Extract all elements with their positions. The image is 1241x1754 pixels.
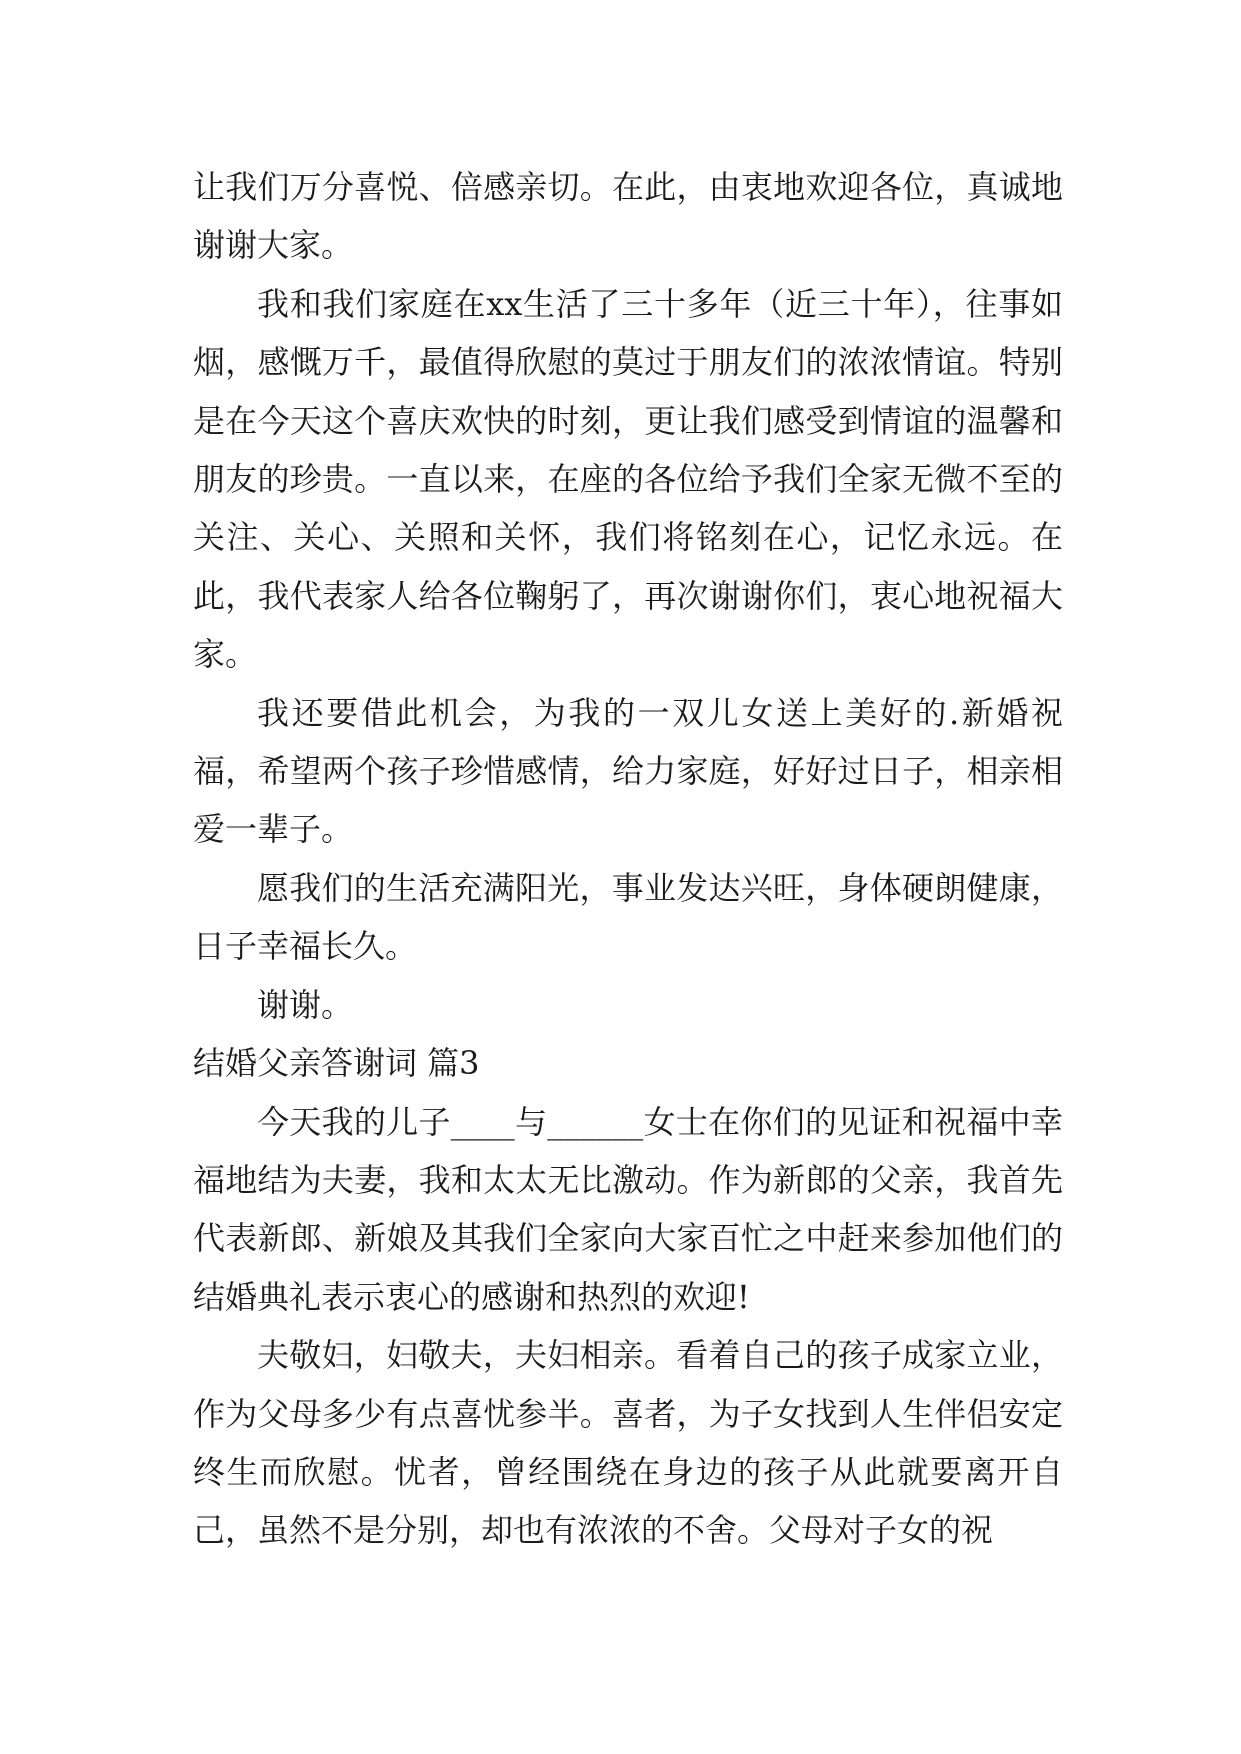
paragraph-6: 今天我的儿子____与______女士在你们的见证和祝福中幸福地结为夫妻，我和太太无比激动。作为新郎的父亲，我首先代表新郎、新娘及其我们全家向大家百忙之中赶来参加他们的结婚典礼表示衷心的感谢和热烈的欢迎! xyxy=(193,1102,1063,1316)
paragraph-7: 夫敬妇，妇敬夫，夫妇相亲。看着自己的孩子成家立业，作为父母多少有点喜忧参半。喜者，为子女找到人生伴侣安定终生而欣慰。忧者，曾经围绕在身边的孩子从此就要离开自己，虽然不是分别，却也有浓浓的不舍。父母对子女的祝 xyxy=(193,1336,1063,1550)
section-heading: 结婚父亲答谢词 篇3 xyxy=(193,1044,480,1083)
paragraph-5: 谢谢。 xyxy=(257,985,354,1024)
paragraph-4: 愿我们的生活充满阳光，事业发达兴旺，身体硬朗健康，日子幸福长久。 xyxy=(193,868,1063,966)
document-page xyxy=(193,158,1063,1560)
paragraph-2: 我和我们家庭在xx生活了三十多年（近三十年），往事如烟，感慨万千，最值得欣慰的莫过于朋友们的浓浓情谊。特别是在今天这个喜庆欢快的时刻，更让我们感受到情谊的温馨和朋友的珍贵。一直以来，在座的各位给予我们全家无微不至的关注、关心、关照和关怀，我们将铭刻在心，记忆永远。在此，我代表家人给各位鞠躬了，再次谢谢你们，衷心地祝福大家。 xyxy=(193,284,1063,674)
paragraph-3: 我还要借此机会，为我的一双儿女送上美好的.新婚祝福，希望两个孩子珍惜感情，给力家庭，好好过日子，相亲相爱一辈子。 xyxy=(193,693,1063,849)
paragraph-1: 让我们万分喜悦、倍感亲切。在此，由衷地欢迎各位，真诚地谢谢大家。 xyxy=(193,168,1063,265)
